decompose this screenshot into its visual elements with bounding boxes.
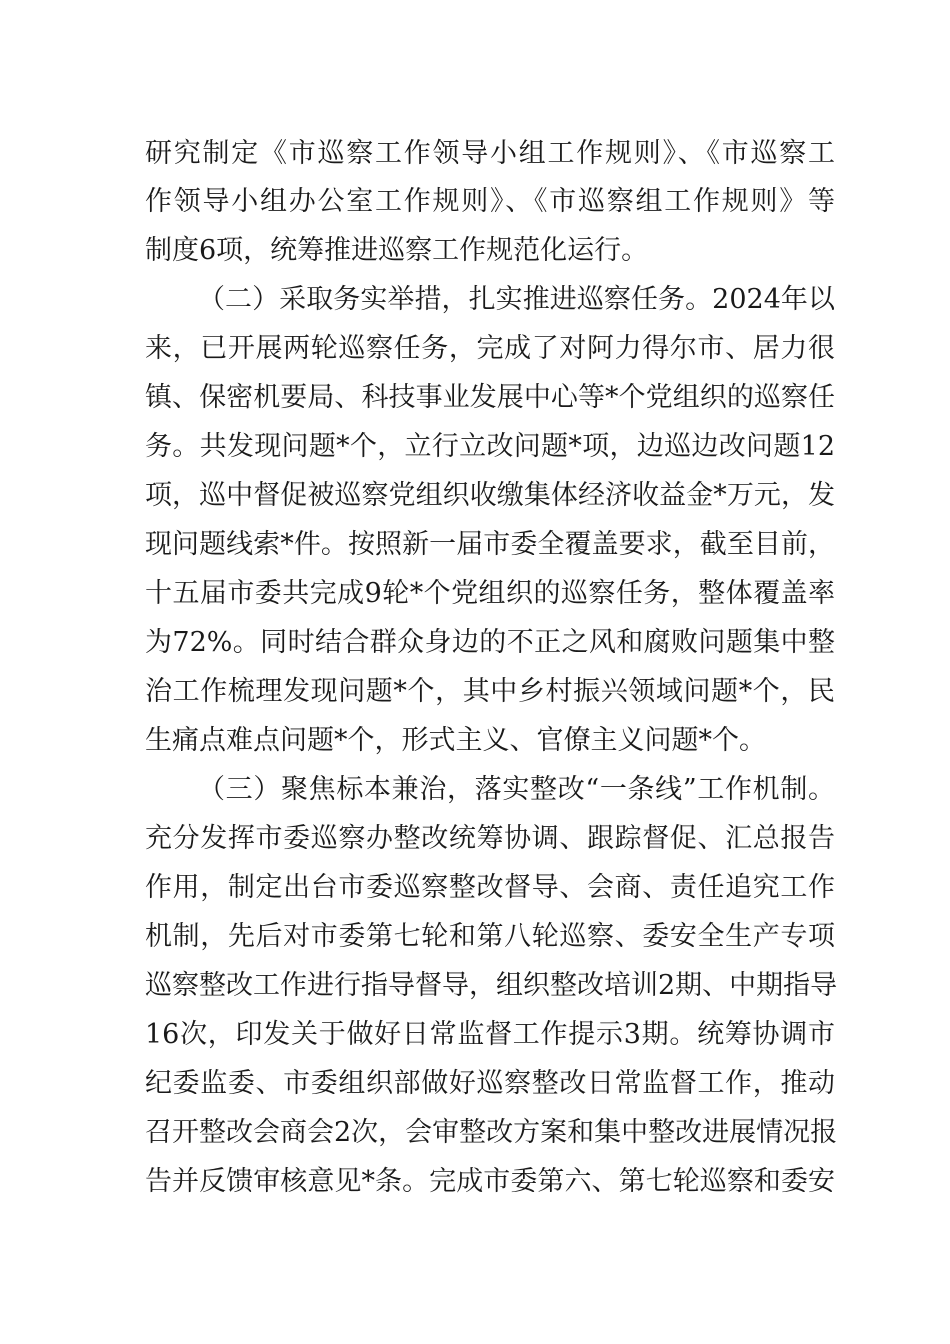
text-line: 召开整改会商会2次，会审整改方案和集中整改进展情况报 — [145, 1117, 838, 1148]
text-line: 作领导小组办公室工作规则》、《市巡察组工作规则》等 — [145, 186, 835, 217]
text-line: 作用，制定出台市委巡察整改督导、会商、责任追究工作 — [145, 872, 835, 903]
text-line: 巡察整改工作进行指导督导，组织整改培训2期、中期指导 — [145, 970, 838, 1001]
section-heading-line: （三）聚焦标本兼治，落实整改“一条线”工作机制。 — [198, 774, 835, 805]
text-line: 现问题线索*件。按照新一届市委全覆盖要求，截至目前， — [145, 529, 835, 560]
text-line: 纪委监委、市委组织部做好巡察整改日常监督工作，推动 — [145, 1068, 835, 1099]
text-line: 来，已开展两轮巡察任务，完成了对阿力得尔市、居力很 — [145, 333, 835, 364]
section-heading-line: （二）采取务实举措，扎实推进巡察任务。2024年以 — [198, 284, 835, 315]
text-line: 告并反馈审核意见*条。完成市委第六、第七轮巡察和委安 — [145, 1166, 835, 1197]
text-line: 项，巡中督促被巡察党组织收缴集体经济收益金*万元，发 — [145, 480, 835, 511]
text-line: 生痛点难点问题*个，形式主义、官僚主义问题*个。 — [145, 725, 766, 756]
text-line: 镇、保密机要局、科技事业发展中心等*个党组织的巡察任 — [145, 382, 835, 413]
text-line: 十五届市委共完成9轮*个党组织的巡察任务，整体覆盖率 — [145, 578, 835, 609]
text-line: 制度6项，统筹推进巡察工作规范化运行。 — [145, 235, 649, 266]
text-line: 为72%。同时结合群众身边的不正之风和腐败问题集中整 — [145, 627, 835, 658]
text-line: 机制，先后对市委第七轮和第八轮巡察、委安全生产专项 — [145, 921, 835, 952]
text-line: 充分发挥市委巡察办整改统筹协调、跟踪督促、汇总报告 — [145, 823, 835, 854]
text-line: 务。共发现问题*个，立行立改问题*项，边巡边改问题12 — [145, 431, 835, 462]
text-line: 16次，印发关于做好日常监督工作提示3期。统筹协调市 — [145, 1019, 835, 1050]
text-line: 研究制定《市巡察工作领导小组工作规则》、《市巡察工 — [145, 138, 835, 169]
text-line: 治工作梳理发现问题*个，其中乡村振兴领域问题*个，民 — [145, 676, 835, 707]
